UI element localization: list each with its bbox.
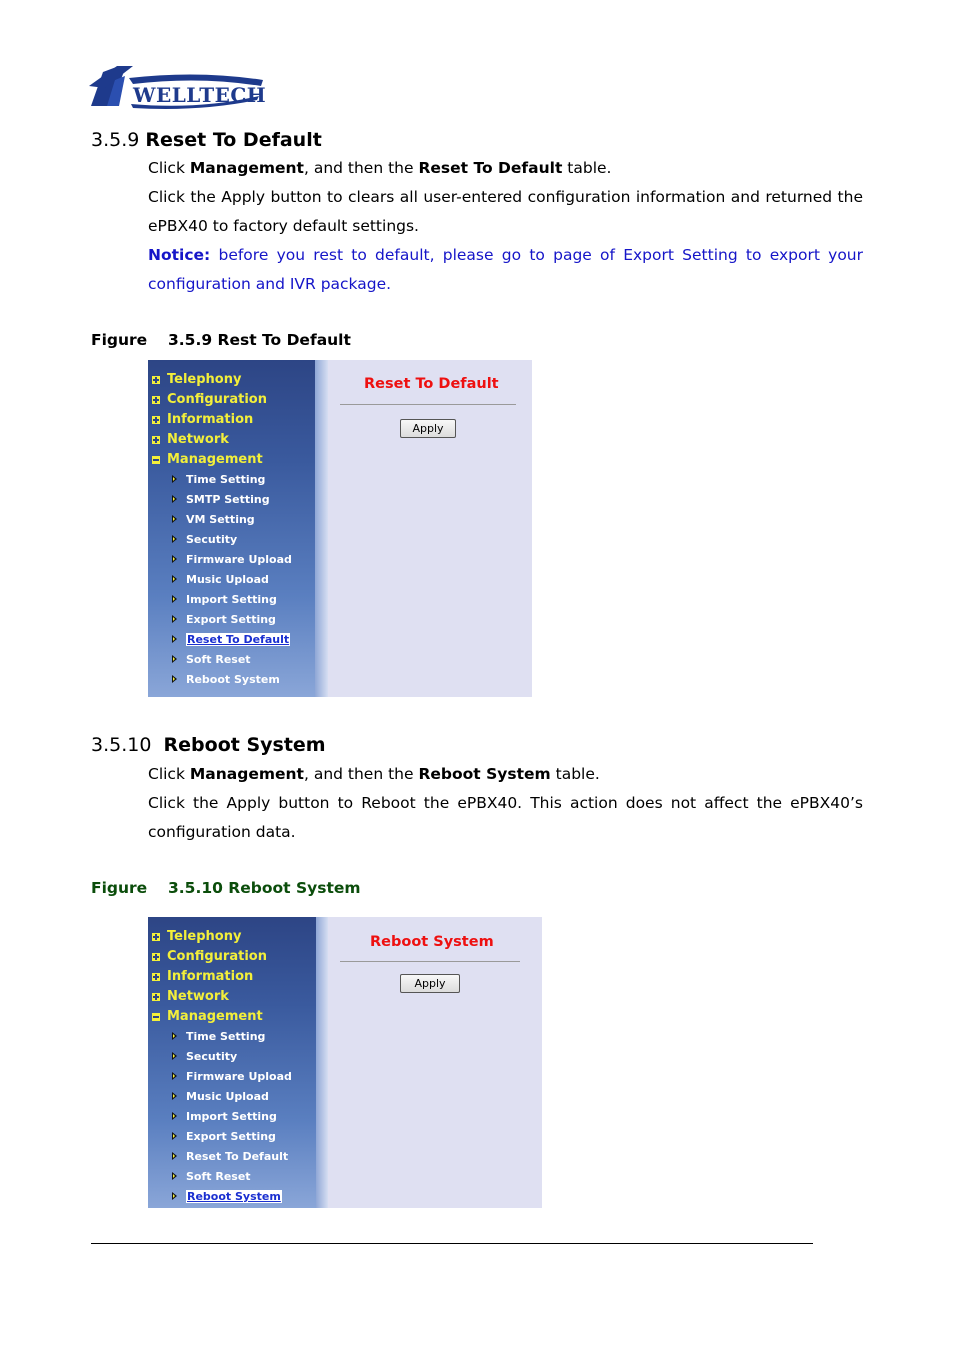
menu-item-network[interactable] <box>152 987 292 1007</box>
submenu-item-label: Music Upload <box>186 1090 269 1103</box>
bold-management: Management <box>189 765 304 783</box>
notice-text: before you rest to default, please go to page of Export Setting to export your configuration and IVR package. <box>148 246 863 293</box>
arrow-right-icon <box>172 1072 177 1080</box>
expand-icon <box>152 973 160 981</box>
submenu-item-label: Firmware Upload <box>186 1070 292 1083</box>
footer-rule <box>91 1243 813 1244</box>
figure-label: Figure <box>91 331 148 349</box>
submenu-item-label: Reset To Default <box>186 1150 289 1163</box>
screenshot-reboot-system <box>148 917 542 1208</box>
bold-table-name: Reset To Default <box>418 159 563 177</box>
menu-item-label: Telephony <box>167 372 242 387</box>
notice-label: Notice: <box>148 246 211 264</box>
sidebar-edge <box>315 360 328 697</box>
content-panel <box>328 360 532 697</box>
submenu-item-reboot-system[interactable] <box>152 1187 292 1207</box>
text-span: Click <box>148 159 190 177</box>
sidebar-edge <box>316 917 328 1208</box>
submenu-item-firmware-upload[interactable] <box>152 1067 292 1087</box>
section-title: Reset To Default <box>145 129 322 151</box>
menu-item-management[interactable] <box>152 1007 292 1027</box>
arrow-right-icon <box>172 555 177 563</box>
arrow-right-icon <box>172 1092 177 1100</box>
navigation-menu <box>152 927 292 1207</box>
menu-item-telephony[interactable] <box>152 370 292 390</box>
arrow-right-icon <box>172 575 177 583</box>
menu-item-information[interactable] <box>152 967 292 987</box>
arrow-right-icon <box>172 535 177 543</box>
menu-item-information[interactable] <box>152 410 292 430</box>
submenu-item-label: Export Setting <box>186 613 276 626</box>
notice-paragraph <box>148 241 863 299</box>
section-heading-reset <box>91 129 322 151</box>
expand-icon <box>152 993 160 1001</box>
submenu-item-label: Import Setting <box>186 1110 277 1123</box>
collapse-icon <box>152 1013 160 1021</box>
arrow-right-icon <box>172 615 177 623</box>
submenu-item-reset-to-default[interactable] <box>152 1147 292 1167</box>
submenu-item-music-upload[interactable] <box>152 570 292 590</box>
menu-item-network[interactable] <box>152 430 292 450</box>
panel-divider <box>340 961 520 962</box>
submenu-item-label: Reboot System <box>186 673 280 686</box>
arrow-right-icon <box>172 1152 177 1160</box>
submenu-item-music-upload[interactable] <box>152 1087 292 1107</box>
submenu-item-import-setting[interactable] <box>152 1107 292 1127</box>
menu-item-label: Network <box>167 432 229 447</box>
figure-caption-reset <box>91 331 351 349</box>
arrow-right-icon <box>172 635 177 643</box>
svg-text:WELLTECH: WELLTECH <box>133 83 265 107</box>
arrow-right-icon <box>172 475 177 483</box>
text-span: , and then the <box>303 765 419 783</box>
menu-item-telephony[interactable] <box>152 927 292 947</box>
expand-icon <box>152 933 160 941</box>
submenu-item-secutity[interactable] <box>152 530 292 550</box>
submenu-item-label: Reboot System <box>187 1190 281 1203</box>
submenu-item-label: SMTP Setting <box>186 493 270 506</box>
collapse-icon <box>152 456 160 464</box>
menu-item-label: Information <box>167 969 254 984</box>
submenu-item-import-setting[interactable] <box>152 590 292 610</box>
submenu-item-label: Firmware Upload <box>186 553 292 566</box>
submenu-item-label: Secutity <box>186 1050 238 1063</box>
text-span: table. <box>550 765 600 783</box>
menu-item-configuration[interactable] <box>152 390 292 410</box>
description-paragraph: Click the Apply button to Reboot the ePBX40. This action does not affect the ePBX40’s configuration data. <box>148 794 863 841</box>
expand-icon <box>152 436 160 444</box>
submenu-item-reset-to-default[interactable] <box>152 630 292 650</box>
arrow-right-icon <box>172 1052 177 1060</box>
expand-icon <box>152 953 160 961</box>
instruction-line <box>148 760 863 789</box>
submenu-item-smtp-setting[interactable] <box>152 490 292 510</box>
expand-icon <box>152 396 160 404</box>
expand-icon <box>152 376 160 384</box>
submenu-item-export-setting[interactable] <box>152 610 292 630</box>
submenu-item-soft-reset[interactable] <box>152 1167 292 1187</box>
submenu-item-label: Export Setting <box>186 1130 276 1143</box>
submenu-item-label: Time Setting <box>186 473 266 486</box>
navigation-menu <box>152 370 292 690</box>
arrow-right-icon <box>172 1192 177 1200</box>
arrow-right-icon <box>172 1132 177 1140</box>
menu-item-label: Telephony <box>167 929 242 944</box>
submenu-item-secutity[interactable] <box>152 1047 292 1067</box>
arrow-right-icon <box>172 675 177 683</box>
figure-title: 3.5.10 Reboot System <box>168 879 361 897</box>
submenu-item-label: Soft Reset <box>186 653 251 666</box>
menu-item-label: Management <box>167 452 263 467</box>
bold-management: Management <box>189 159 304 177</box>
section-number: 3.5.9 <box>91 129 140 151</box>
menu-item-label: Information <box>167 412 254 427</box>
submenu-item-soft-reset[interactable] <box>152 650 292 670</box>
submenu-item-label: VM Setting <box>186 513 255 526</box>
panel-divider <box>340 404 516 405</box>
submenu-item-label: Soft Reset <box>186 1170 251 1183</box>
panel-title: Reboot System <box>370 934 494 950</box>
arrow-right-icon <box>172 515 177 523</box>
menu-item-label: Management <box>167 1009 263 1024</box>
arrow-right-icon <box>172 655 177 663</box>
menu-item-label: Configuration <box>167 949 267 964</box>
arrow-right-icon <box>172 1112 177 1120</box>
bold-table-name: Reboot System <box>418 765 551 783</box>
submenu-item-time-setting[interactable] <box>152 470 292 490</box>
menu-item-label: Network <box>167 989 229 1004</box>
figure-label: Figure <box>91 879 148 897</box>
section-title: Reboot System <box>163 734 326 756</box>
arrow-right-icon <box>172 1032 177 1040</box>
welltech-logo <box>89 66 265 110</box>
section-heading-reboot <box>91 734 326 756</box>
welltech-logo-icon <box>89 66 265 110</box>
instruction-line <box>148 154 863 183</box>
menu-item-configuration[interactable] <box>152 947 292 967</box>
content-panel <box>328 917 542 1208</box>
menu-item-label: Configuration <box>167 392 267 407</box>
submenu-item-label: Import Setting <box>186 593 277 606</box>
text-span: , and then the <box>303 159 419 177</box>
apply-button[interactable]: Apply <box>400 419 456 438</box>
screenshot-reset-to-default <box>148 360 532 697</box>
description-paragraph: Click the Apply button to clears all user-entered configuration information and returned the ePBX40 to factory default settings. <box>148 188 863 235</box>
text-span: Click <box>148 765 190 783</box>
apply-button[interactable]: Apply <box>400 974 460 993</box>
arrow-right-icon <box>172 1172 177 1180</box>
figure-caption-reboot <box>91 879 361 897</box>
submenu-item-vm-setting[interactable] <box>152 510 292 530</box>
section-number: 3.5.10 <box>91 734 152 756</box>
arrow-right-icon <box>172 595 177 603</box>
submenu-item-export-setting[interactable] <box>152 1127 292 1147</box>
submenu-item-firmware-upload[interactable] <box>152 550 292 570</box>
submenu-item-label: Time Setting <box>186 1030 266 1043</box>
arrow-right-icon <box>172 495 177 503</box>
submenu-item-time-setting[interactable] <box>152 1027 292 1047</box>
panel-title: Reset To Default <box>364 376 499 392</box>
text-span: table. <box>562 159 612 177</box>
submenu-item-reboot-system[interactable] <box>152 670 292 690</box>
submenu-item-label: Music Upload <box>186 573 269 586</box>
expand-icon <box>152 416 160 424</box>
figure-title: 3.5.9 Rest To Default <box>168 331 351 349</box>
menu-item-management[interactable] <box>152 450 292 470</box>
submenu-item-label: Reset To Default <box>187 633 290 646</box>
submenu-item-label: Secutity <box>186 533 238 546</box>
logo-wordmark <box>132 83 265 107</box>
